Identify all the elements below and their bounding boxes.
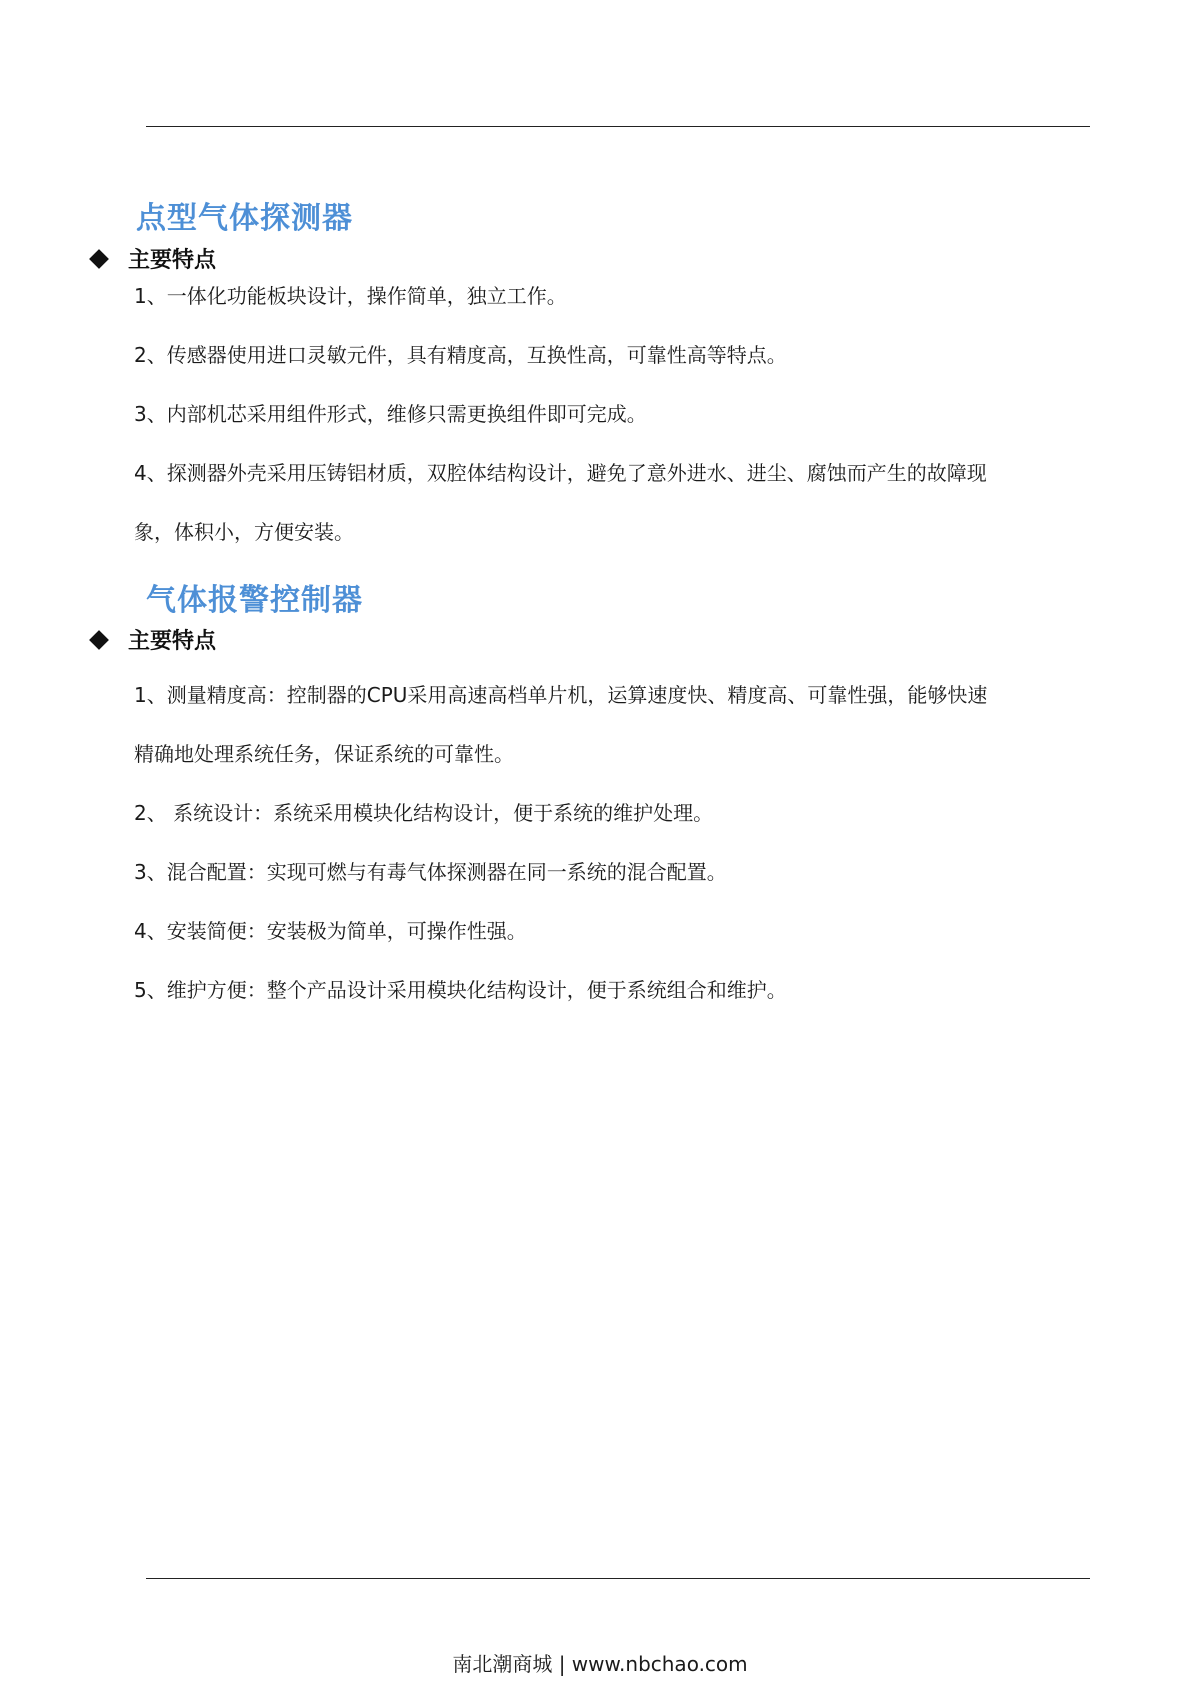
list-item: 精确地处理系统任务，保证系统的可靠性。: [134, 742, 514, 766]
list-item: 1、一体化功能板块设计，操作简单，独立工作。: [134, 284, 567, 308]
list-item: 4、安装简便：安装极为简单，可操作性强。: [134, 919, 527, 943]
list-item: 1、测量精度高：控制器的CPU采用高速高档单片机，运算速度快、精度高、可靠性强，能够快速: [134, 683, 988, 707]
footer-divider: [146, 1578, 1090, 1579]
feature-heading-label: 主要特点: [128, 248, 217, 273]
section-title-point-gas-detector: 点型气体探测器: [136, 201, 353, 236]
diamond-bullet-icon: [89, 630, 109, 650]
list-item: 2、 系统设计：系统采用模块化结构设计，便于系统的维护处理。: [134, 801, 714, 825]
diamond-bullet-icon: [89, 249, 109, 269]
page-footer: 南北潮商城 | www.nbchao.com: [452, 1652, 748, 1676]
list-item: 象，体积小，方便安装。: [134, 520, 354, 544]
header-divider: [146, 126, 1090, 127]
feature-heading: [92, 250, 216, 272]
list-item: 2、传感器使用进口灵敏元件，具有精度高，互换性高，可靠性高等特点。: [134, 343, 787, 367]
feature-heading: [92, 631, 216, 653]
feature-heading-label: 主要特点: [128, 629, 217, 654]
list-item: 5、维护方便：整个产品设计采用模块化结构设计，便于系统组合和维护。: [134, 978, 787, 1002]
list-item: 3、混合配置：实现可燃与有毒气体探测器在同一系统的混合配置。: [134, 860, 727, 884]
list-item: 3、内部机芯采用组件形式，维修只需更换组件即可完成。: [134, 402, 647, 426]
section-title-gas-alarm-controller: 气体报警控制器: [146, 583, 363, 618]
list-item: 4、探测器外壳采用压铸铝材质，双腔体结构设计，避免了意外进水、进尘、腐蚀而产生的故障现: [134, 461, 987, 485]
